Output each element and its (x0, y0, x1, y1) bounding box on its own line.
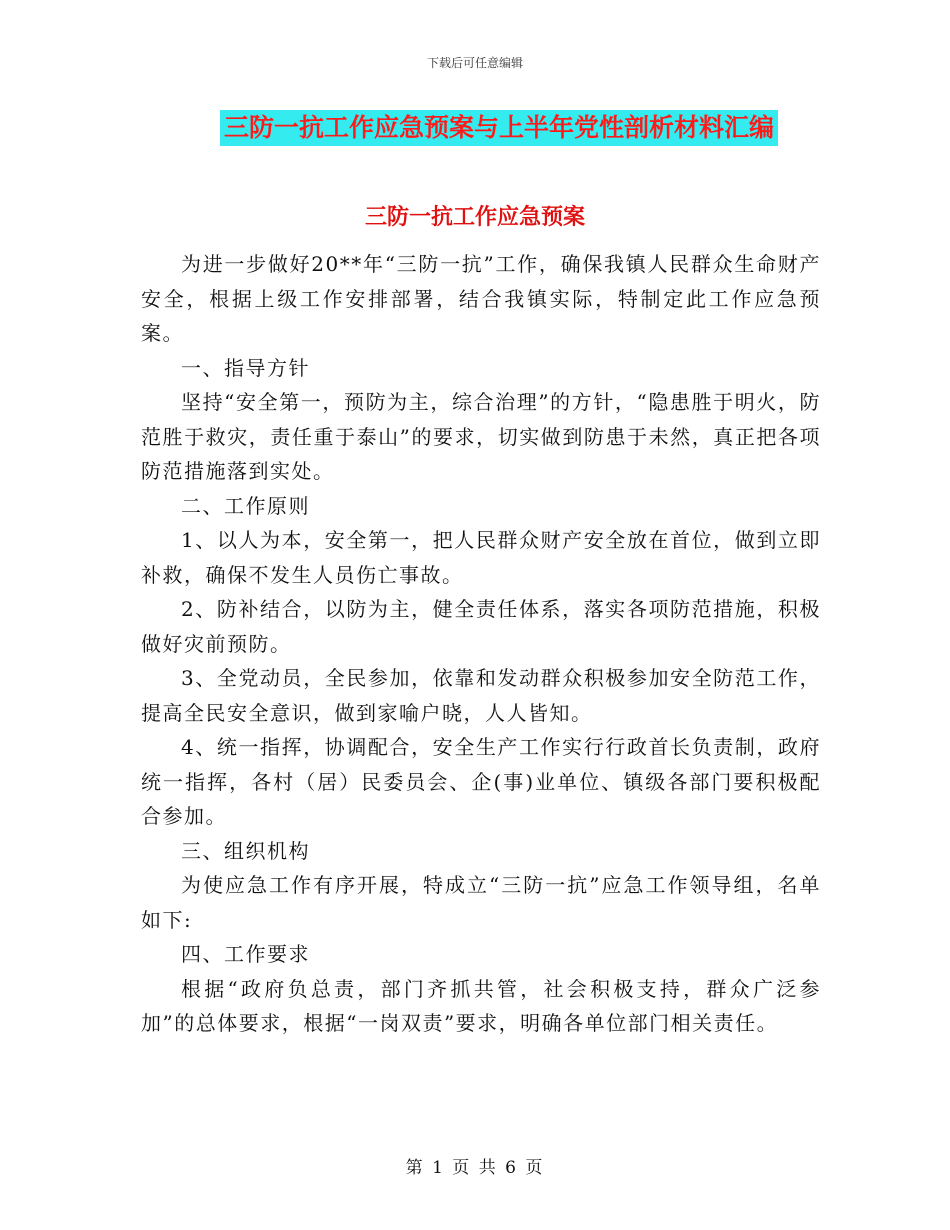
document-title: 三防一抗工作应急预案与上半年党性剖析材料汇编 (220, 110, 778, 146)
paragraph-principle-4: 4、统一指挥，协调配合，安全生产工作实行行政首长负责制，政府统一指挥，各村（居）民委员会、企(事)业单位、镇级各部门要积极配合参加。 (141, 735, 821, 828)
paragraph-principle-1: 1、以人为本，安全第一，把人民群众财产安全放在首位，做到立即补救，确保不发生人员伤亡事故。 (141, 528, 821, 587)
heading-work-principles: 二、工作原则 (181, 493, 310, 518)
paragraph-work-requirements: 根据“政府负总责，部门齐抓共管，社会积极支持，群众广泛参加”的总体要求，根据“一岗双责”要求，明确各单位部门相关责任。 (141, 976, 821, 1035)
paragraph-guiding-policy: 坚持“安全第一，预防为主，综合治理”的方针，“隐患胜于明火，防范胜于救灾，责任重于泰山”的要求，切实做到防患于未然，真正把各项防范措施落到实处。 (141, 390, 821, 483)
header-note: 下载后可任意编辑 (426, 56, 523, 70)
page-number: 第 1 页 共 6 页 (405, 1158, 545, 1178)
document-title-container (0, 110, 950, 146)
heading-guiding-policy: 一、指导方针 (181, 355, 310, 380)
paragraph-principle-2: 2、防补结合，以防为主，健全责任体系，落实各项防范措施，积极做好灾前预防。 (141, 597, 821, 656)
paragraph-intro: 为进一步做好20**年“三防一抗”工作，确保我镇人民群众生命财产安全，根据上级工作安排部署，结合我镇实际，特制定此工作应急预案。 (141, 252, 821, 345)
heading-work-requirements: 四、工作要求 (181, 942, 310, 966)
document-body (141, 247, 821, 1041)
paragraph-organization: 为使应急工作有序开展，特成立“三防一抗”应急工作领导组，名单如下: (141, 873, 821, 932)
heading-organization: 三、组织机构 (181, 838, 310, 863)
section-title: 三防一抗工作应急预案 (364, 205, 585, 230)
paragraph-principle-3: 3、全党动员，全民参加，依靠和发动群众积极参加安全防范工作，提高全民安全意识，做到家喻户晓，人人皆知。 (141, 666, 821, 725)
